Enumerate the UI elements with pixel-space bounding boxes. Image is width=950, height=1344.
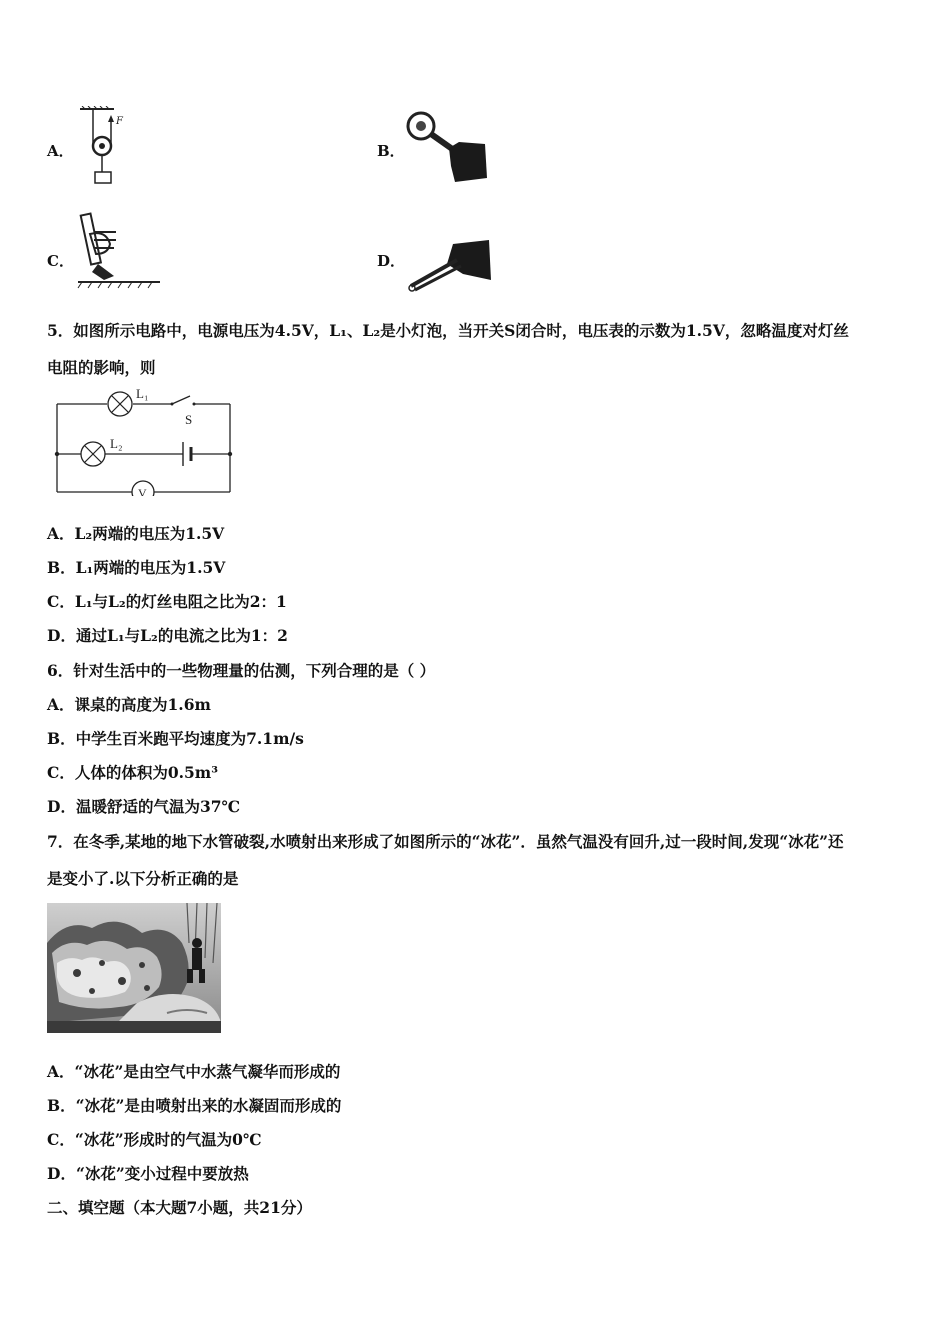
q7-option-b: B．“冰花”是由喷射出来的水凝固而形成的 — [47, 1096, 342, 1115]
q4-option-b-label: B． — [377, 142, 405, 160]
q6-option-a: A．课桌的高度为1.6m — [47, 695, 211, 714]
switch-s-icon — [171, 396, 196, 406]
q4-option-a-label: A． — [47, 142, 74, 160]
q4-option-d-label: D． — [377, 252, 406, 270]
battery-icon — [183, 442, 191, 466]
q5-stem-line2: 电阻的影响，则 — [47, 358, 156, 377]
q5-option-c: C．L₁与L₂的灯丝电阻之比为2：1 — [47, 592, 287, 611]
q7-option-a: A．“冰花”是由空气中水蒸气凝华而形成的 — [47, 1062, 341, 1081]
q7-stem-line2: 是变小了.以下分析正确的是 — [47, 869, 239, 888]
q5-option-a: A．L₂两端的电压为1.5V — [47, 524, 225, 543]
switch-s-label: S — [185, 412, 193, 427]
circuit-diagram — [52, 384, 237, 496]
svg-text:F: F — [116, 116, 123, 127]
q6-option-c: C．人体的体积为0.5m³ — [47, 763, 218, 782]
voltmeter-label: V — [138, 486, 147, 496]
q7-option-c: C．“冰花”形成时的气温为0℃ — [47, 1130, 262, 1149]
q7-option-d: D．“冰花”变小过程中要放热 — [47, 1164, 249, 1183]
lamp-l1-label: L₁ — [136, 386, 149, 401]
q6-option-d: D．温暖舒适的气温为37℃ — [47, 797, 241, 816]
q6-option-b: B．中学生百米跑平均速度为7.1m/s — [47, 729, 304, 748]
lamp-l2-icon — [81, 442, 105, 466]
lamp-l1-icon — [108, 392, 132, 416]
q4-option-c-label: C． — [47, 252, 74, 270]
q5-stem-line1: 5．如图所示电路中，电源电压为4.5V，L₁、L₂是小灯泡，当开关S闭合时，电压表的示数为1.5V，忽略温度对灯丝 — [47, 321, 849, 340]
q7-stem-line1: 7．在冬季,某地的地下水管破裂,水喷射出来形成了如图所示的“冰花”．虽然气温没有回升,过一段时间,发现“冰花”还 — [47, 832, 844, 851]
q5-option-d: D．通过L₁与L₂的电流之比为1：2 — [47, 626, 288, 645]
ice-flower-photo — [47, 903, 221, 1033]
hammer-icon — [76, 210, 162, 290]
lamp-l2-label: L₂ — [110, 436, 123, 451]
q6-stem: 6．针对生活中的一些物理量的估测，下列合理的是（ ） — [47, 661, 436, 680]
wrench-icon — [405, 110, 491, 188]
tweezers-icon — [405, 238, 495, 294]
q5-option-b: B．L₁两端的电压为1.5V — [47, 558, 226, 577]
section-2-heading: 二、填空题（本大题7小题，共21分） — [47, 1198, 312, 1217]
pulley-icon — [80, 106, 140, 188]
